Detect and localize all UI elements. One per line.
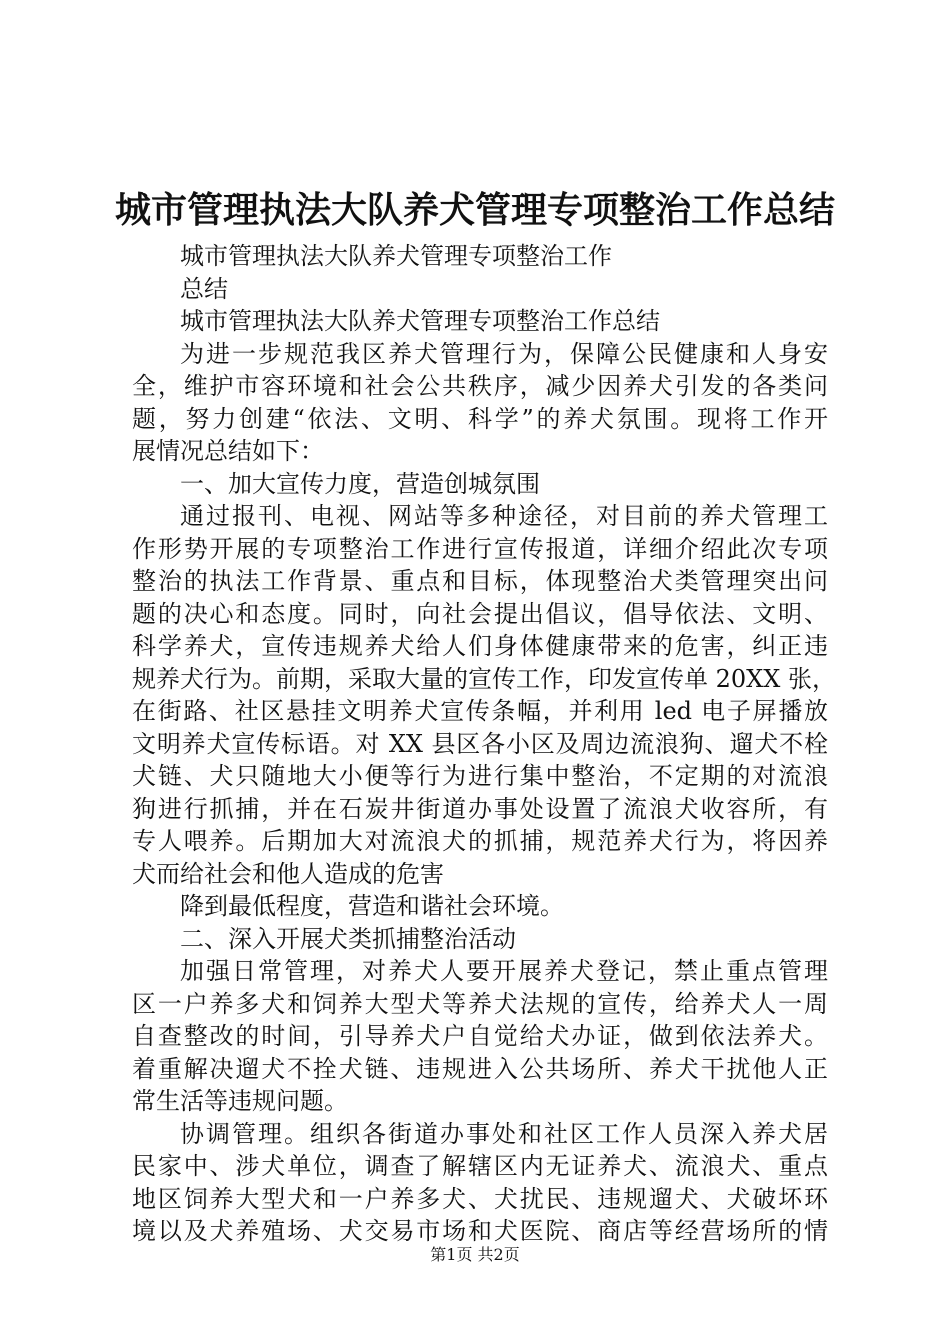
text-line: 民家中、涉犬单位，调查了解辖区内无证养犬、流浪犬、重点 [132,1152,828,1180]
text-line: 城市管理执法大队养犬管理专项整治工作 [180,242,612,270]
text-line: 全，维护市容环境和社会公共秩序，减少因养犬引发的各类问 [132,372,828,400]
text-line: 狗进行抓捕，并在石炭井街道办事处设置了流浪犬收容所，有 [132,794,828,823]
text-line: 城市管理执法大队养犬管理专项整治工作总结 [180,307,660,335]
text-line: 展情况总结如下： [132,437,324,465]
text-line: 区一户养多犬和饲养大型犬等养犬法规的宣传，给养犬人一周 [132,989,828,1018]
text-line: 科学养犬，宣传违规养犬给人们身体健康带来的危害，纠正违 [132,632,828,660]
text-line: 地区饲养大型犬和一户养多犬、犬扰民、违规遛犬、犬破坏环 [132,1184,828,1213]
text-line: 题的决心和态度。同时，向社会提出倡议，倡导依法、文明、 [132,599,828,628]
text-line: 为进一步规范我区养犬管理行为，保障公民健康和人身安 [180,339,828,368]
text-line: 整治的执法工作背景、重点和目标，体现整治犬类管理突出问 [132,567,828,595]
page-footer: 第1页 共2页 [430,1245,520,1264]
document-body [132,240,836,1248]
text-line: 自查整改的时间，引导养犬户自觉给犬办证，做到依法养犬。 [132,1022,828,1050]
text-line: 在街路、社区悬挂文明养犬宣传条幅，并利用 led 电子屏播放 [132,697,828,725]
text-line: 题，努力创建“依法、文明、科学”的养犬氛围。现将工作开 [132,404,828,433]
text-line: 境以及犬养殖场、犬交易市场和犬医院、商店等经营场所的情 [132,1217,828,1245]
text-line: 着重解决遛犬不拴犬链、违规进入公共场所、养犬干扰他人正 [132,1054,828,1083]
text-line: 专人喂养。后期加大对流浪犬的抓捕，规范养犬行为，将因养 [132,827,828,855]
text-line: 作形势开展的专项整治工作进行宣传报道，详细介绍此次专项 [132,534,828,563]
text-line: 二、深入开展犬类抓捕整治活动 [180,924,516,953]
text-line: 加强日常管理，对养犬人要开展养犬登记，禁止重点管理 [180,957,828,985]
text-line: 通过报刊、电视、网站等多种途径，对目前的养犬管理工 [180,502,828,530]
text-line: 降到最低程度，营造和谐社会环境。 [180,892,564,920]
text-line: 犬而给社会和他人造成的危害 [132,859,444,888]
document-title: 城市管理执法大队养犬管理专项整治工作总结 [114,189,835,231]
text-line: 犬链、犬只随地大小便等行为进行集中整治，不定期的对流浪 [132,762,828,790]
text-line: 一、加大宣传力度，营造创城氛围 [180,469,540,498]
text-line: 总结 [180,274,228,303]
text-line: 文明养犬宣传标语。对 XX 县区各小区及周边流浪狗、遛犬不栓 [132,729,828,758]
text-line: 协调管理。组织各街道办事处和社区工作人员深入养犬居 [180,1119,828,1148]
text-line: 规养犬行为。前期，采取大量的宣传工作，印发宣传单 20XX 张， [132,664,836,693]
text-line: 常生活等违规问题。 [132,1087,348,1115]
